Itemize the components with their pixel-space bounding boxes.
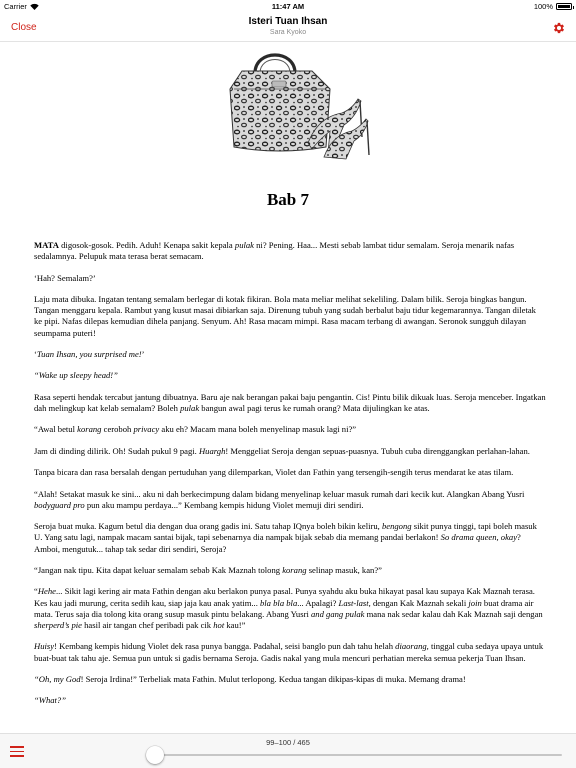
paragraph bbox=[34, 586, 546, 631]
text-run: ‘Hah? Semalam?’ bbox=[34, 272, 96, 283]
book-author: Sara Kyoko bbox=[269, 29, 307, 36]
paragraph bbox=[34, 467, 546, 478]
page-counter: 99–100 / 465 bbox=[266, 738, 310, 747]
text-run: aku eh? Macam mana boleh menyelinap masuk lagi ni?” bbox=[159, 424, 357, 435]
text-run: Laju mata dibuka. Ingatan tentang semalam berlegar di kotak fikiran. Bola mata meliar melihat sekeliling. Dalam bilik. Seroja bingkas bangun. Tangan menggaru kepala. Rambut yang kusut masai dibiarkan saja. Direnung tubuh yang sudah berbalut baju tidur kegemarannya. Tangan diletak ke pipi. Nafas dilepas kemudian dihela panjang. Senyum. Ah! Rasa macam mimpi. Rasa macam terbang di awangan. Seronok sungguh dilayan seumpama puteri! bbox=[34, 293, 536, 338]
text-run: sherperd’s pie bbox=[34, 619, 82, 630]
page-slider[interactable] bbox=[156, 754, 562, 756]
text-run: hasil air tangan chef peribadi pak cik bbox=[81, 619, 214, 630]
text-run: “What?” bbox=[34, 695, 66, 706]
text-run: So drama queen, okay bbox=[440, 532, 518, 543]
text-run: ni? Pening. Haa... Mesti sebab lambat tidur semalam. Seroja menarik nafas sedalamnya. Pelupuk mata terasa berat semacam. bbox=[34, 240, 515, 262]
battery-percent: 100% bbox=[533, 2, 553, 11]
paragraph bbox=[34, 695, 546, 706]
text-run: Tuan Ihsan, you surprised me! bbox=[36, 348, 142, 359]
reading-area[interactable] bbox=[0, 43, 576, 733]
text-run: , tinggal cuba sedaya upaya untuk buat-buat tak tahu aje. Semua pun untuk si gadis bernama Seroja. Gadis nakal yang mula mencuri perhatian mereka semua pekerja Tuan Ihsan. bbox=[34, 641, 544, 663]
text-run: Hehe bbox=[37, 586, 56, 597]
text-run: pulak bbox=[180, 402, 200, 413]
text-run: mana nak sedar kalau dah Kak Maznah saji dengan bbox=[364, 608, 543, 619]
battery-level bbox=[558, 5, 570, 8]
text-run: Rasa seperti hendak tercabut jantung dibuatnya. Baru aje nak berangan pakai baju pengantin. Cis! Pintu bilik dikuak luas. Seroja menceber. Ingatkan dah melingkup kat kelab semalam? Boleh bbox=[34, 391, 546, 413]
reader-nav-bar bbox=[0, 12, 576, 42]
text-run: bodyguard pro bbox=[34, 499, 85, 510]
slider-thumb[interactable] bbox=[146, 746, 164, 764]
text-run: ! Menggeliat Seroja dengan sepuas-puasnya. Tubuh cuba direnggangkan perlahan-lahan. bbox=[225, 445, 530, 456]
settings-button[interactable] bbox=[552, 21, 566, 35]
text-run: Seroja buat muka. Kagum betul dia dengan dua orang gadis ini. Satu tahap IQnya boleh bikin keliru, bbox=[34, 521, 382, 532]
text-run: and gang pulak bbox=[310, 608, 365, 619]
text-run: ’ bbox=[141, 348, 145, 359]
text-run: Tanpa bicara dan rasa bersalah dengan pertuduhan yang dilemparkan, Violet dan Fathin yang tersengih-sengih terus mendarat ke atas tilam. bbox=[34, 467, 514, 478]
text-run: ... Apalagi? bbox=[297, 597, 339, 608]
text-run: MATA bbox=[34, 240, 59, 250]
text-run: bla bla bla bbox=[260, 597, 298, 608]
gear-icon bbox=[552, 21, 566, 35]
paragraph bbox=[34, 273, 546, 284]
text-run: Huargh bbox=[198, 445, 226, 456]
carrier-label: Carrier bbox=[4, 2, 27, 11]
text-run: selinap masuk, kan?” bbox=[306, 564, 382, 575]
paragraph bbox=[34, 294, 546, 339]
text-run: pun aku mampu perdaya...” Kembang kempis hidung Violet memuji diri sendiri. bbox=[84, 499, 364, 510]
paragraph bbox=[34, 424, 546, 435]
status-time: 11:47 AM bbox=[271, 2, 305, 11]
paragraph bbox=[34, 521, 546, 555]
text-run: diaorang bbox=[395, 641, 427, 652]
paragraph bbox=[34, 489, 546, 511]
text-run: join bbox=[468, 597, 482, 608]
paragraph bbox=[34, 349, 546, 360]
status-right bbox=[534, 2, 572, 11]
text-run: , dengan Kak Maznah sekali bbox=[368, 597, 469, 608]
text-run: korang bbox=[77, 424, 102, 435]
text-run: “Alah! Setakat masuk ke sini... aku ni dah berkecimpung dalam bidang menyelinap keluar masuk rumah dari kecik kut. Alangkan Abang Yusri bbox=[34, 488, 525, 499]
text-run: ‘ bbox=[34, 348, 37, 359]
chapter-title: Bab 7 bbox=[266, 190, 310, 209]
chapter-illustration bbox=[220, 45, 370, 161]
text-run: buat drama air mata. Terus saja dia tolong kita orang susup masuk pintu belakang. Abang Yusri bbox=[34, 597, 534, 619]
close-button[interactable]: Close bbox=[11, 22, 37, 33]
paragraph bbox=[34, 641, 546, 663]
text-run: hot bbox=[213, 619, 225, 630]
reader-bottom-bar bbox=[0, 733, 576, 768]
text-run: “Wake up sleepy head!” bbox=[34, 370, 118, 381]
text-run: ! Kembang kempis hidung Violet dek rasa punya bangga. Padahal, seisi banglo pun dah tahu helah bbox=[54, 641, 396, 652]
text-run: ! Seroja Irdina!” Terbeliak mata Fathin. Mulut terlopong. Kedua tangan dikipas-kipas di muka. Memang drama! bbox=[80, 673, 466, 684]
text-run: “ bbox=[34, 586, 38, 597]
text-run: Huisy bbox=[34, 641, 55, 652]
paragraph bbox=[34, 446, 546, 457]
slider-track[interactable] bbox=[156, 754, 562, 756]
text-run: “Jangan nak tipu. Kita dapat keluar semalam sebab Kak Maznah tolong bbox=[34, 564, 283, 575]
text-run: pulak bbox=[234, 240, 254, 250]
text-run: korang bbox=[282, 564, 307, 575]
text-run: ceroboh bbox=[101, 424, 134, 435]
chapter-body bbox=[34, 240, 546, 717]
text-run: bangun awal pagi terus ke rumah orang? Mata dijulingkan ke atas. bbox=[199, 402, 430, 413]
paragraph bbox=[34, 370, 546, 381]
text-run: Last-last bbox=[338, 597, 369, 608]
text-run: “Awal betul bbox=[34, 424, 78, 435]
paragraph bbox=[34, 674, 546, 685]
book-title: Isteri Tuan Ihsan bbox=[248, 16, 328, 27]
status-bar bbox=[0, 0, 576, 12]
paragraph bbox=[34, 240, 546, 262]
text-run: sikit punya tinggi, tapi boleh masuk U. Yang satu lagi, nampak macam santai bijak, tapi sebenarnya dia nampak bijak sebab dia memang pandai berlakon! bbox=[34, 521, 537, 543]
text-run: ... Sikit lagi kering air mata Fathin dengan aku berlakon punya pasal. Punya syahdu aku buka hikayat pasal kau supaya Kak Maznah terasa. Kes kau jadi murung, cerita sedih kau, siap jaja kau anak yatim... bbox=[34, 586, 535, 608]
text-run: “Oh, my God bbox=[34, 673, 81, 684]
hamburger-menu-icon[interactable] bbox=[10, 746, 24, 757]
text-run: Jam di dinding dilirik. Oh! Sudah pukul 9 pagi. bbox=[34, 445, 199, 456]
paragraph bbox=[34, 565, 546, 576]
paragraph bbox=[34, 392, 546, 414]
text-run: kau!” bbox=[224, 619, 246, 630]
text-run: ? Amboi, mengutuk... tahap tak sedar diri sendiri, Seroja? bbox=[34, 532, 521, 554]
text-run: privacy bbox=[133, 424, 160, 435]
battery-icon bbox=[556, 3, 572, 10]
text-run: digosok-gosok. Pedih. Aduh! Kenapa sakit kepala bbox=[58, 240, 235, 250]
text-run: bengong bbox=[381, 521, 412, 532]
